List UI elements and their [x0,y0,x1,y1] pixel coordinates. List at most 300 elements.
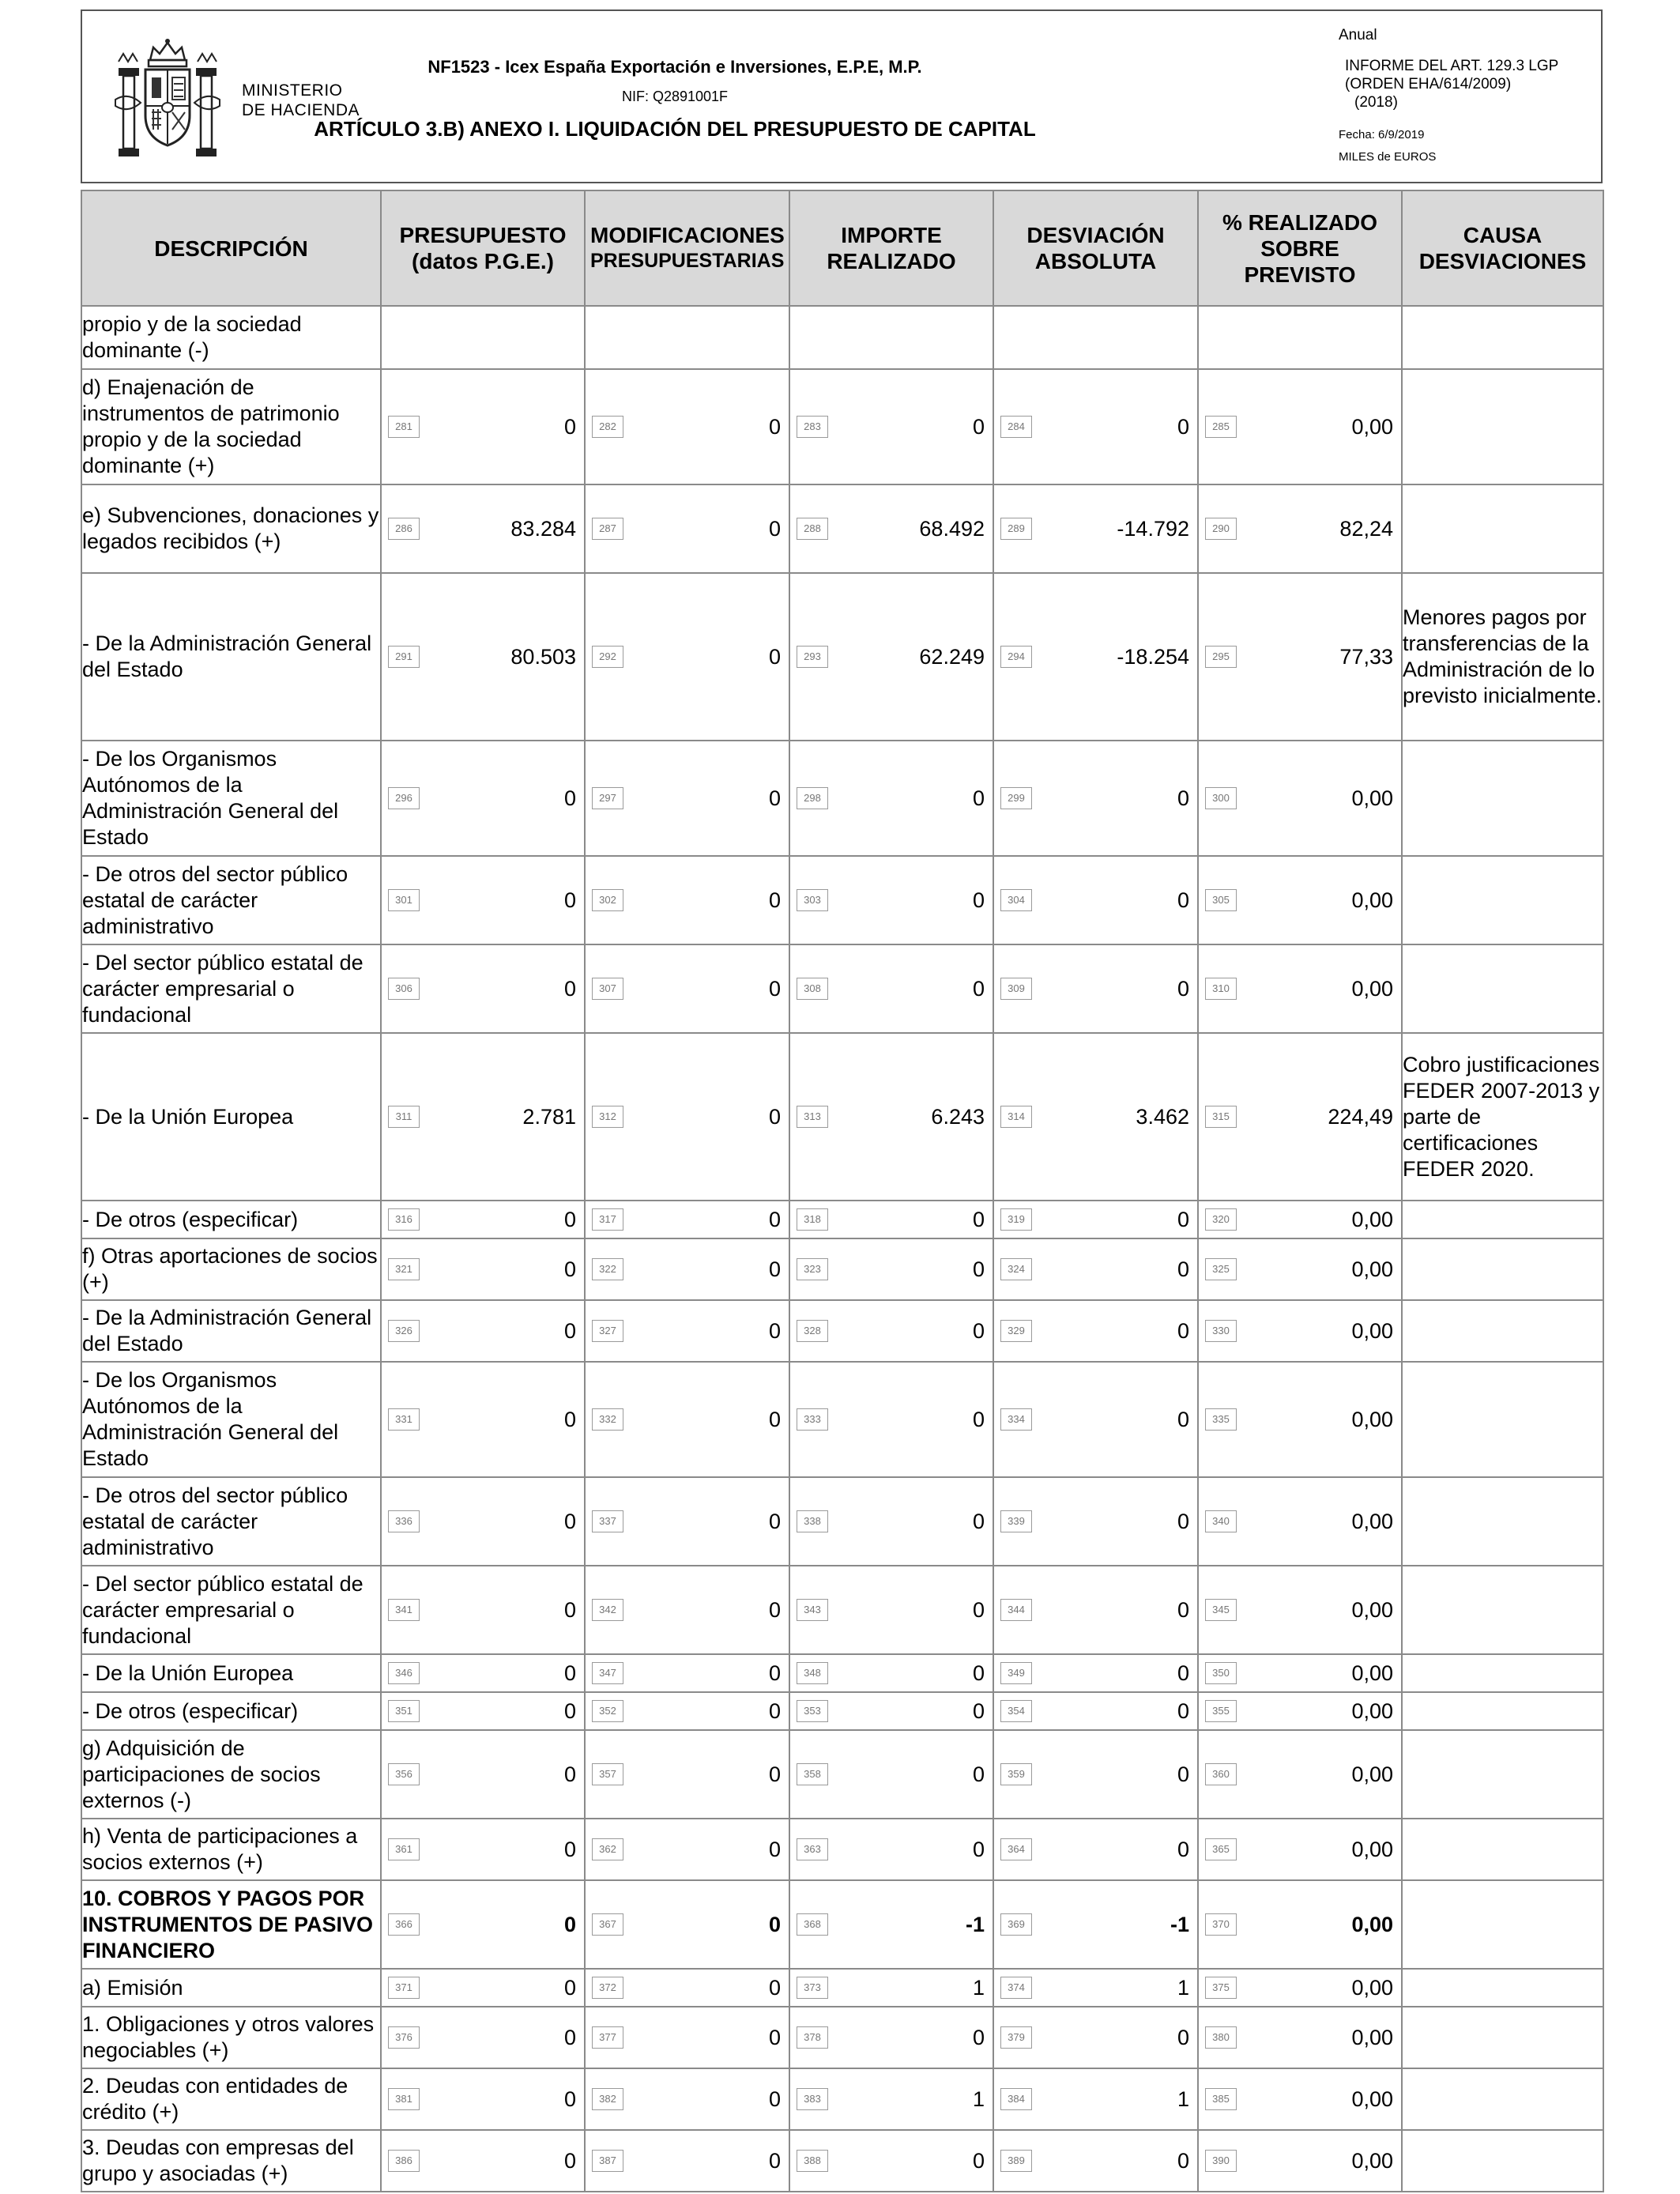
cell-value: 0,00 [1351,1912,1393,1936]
entity-name: NF1523 - Icex España Exportación e Inversiones, E.P.E, M.P. [428,57,922,77]
cell-presupuesto [381,484,585,573]
field-code-box: 355 [1205,1700,1237,1722]
field-code-box: 381 [388,2088,420,2110]
cell-causa-desviacion [1402,306,1603,369]
cell-value: 0,00 [1351,2087,1393,2111]
cell-value: 0 [1177,1207,1189,1231]
col-header-importe: IMPORTE REALIZADO [789,190,993,306]
row-description: - De la Administración General del Estado [81,1300,381,1362]
cell-value: 0 [563,1837,576,1861]
cell-modificaciones [585,1362,789,1477]
field-code-box: 322 [592,1258,623,1280]
field-code-box: 321 [388,1258,420,1280]
table-row [81,1201,1603,1238]
field-code-box: 286 [388,518,420,540]
cell-value: 0 [972,1257,985,1281]
field-code-box: 288 [797,518,828,540]
cell-desviacion [993,484,1198,573]
cell-value: 0 [768,1698,781,1723]
cell-modificaciones [585,1819,789,1880]
cell-desviacion [993,1566,1198,1654]
cell-modificaciones [585,2068,789,2130]
cell-porcentaje [1198,1819,1402,1880]
field-code-box: 331 [388,1408,420,1431]
cell-value: 0 [768,2025,781,2049]
cell-importe [789,1880,993,1969]
row-description: g) Adquisición de participaciones de socios externos (-) [81,1730,381,1819]
table-row [81,1880,1603,1969]
field-code-box: 344 [1000,1599,1032,1621]
cell-importe [789,573,993,741]
row-description: - De la Administración General del Estado [81,573,381,741]
cell-value: 0 [563,1661,576,1685]
budget-table [81,190,1604,2192]
field-code-box: 374 [1000,1977,1032,1999]
field-code-box: 364 [1000,1838,1032,1860]
field-code-box: 330 [1205,1320,1237,1342]
cell-porcentaje [1198,1730,1402,1819]
cell-modificaciones [585,1692,789,1730]
table-body [81,306,1603,2192]
cell-causa-desviacion [1402,369,1603,484]
cell-value: 0 [768,1762,781,1786]
field-code-box: 346 [388,1662,420,1684]
field-code-box: 281 [388,416,420,438]
report-header [81,9,1603,183]
field-code-box: 309 [1000,978,1032,1000]
cell-modificaciones [585,369,789,484]
cell-modificaciones [585,944,789,1033]
field-code-box: 298 [797,787,828,809]
cell-value: 0 [972,1661,985,1685]
field-code-box: 300 [1205,787,1237,809]
cell-modificaciones [585,1654,789,1692]
cell-value: 0 [563,1912,576,1936]
period-label: Anual [1339,27,1377,43]
table-row [81,2068,1603,2130]
cell-desviacion [993,306,1198,369]
cell-value: 0 [563,2087,576,2111]
table-header-row [81,190,1603,306]
cell-value: 0 [768,1407,781,1431]
units-label: MILES de EUROS [1339,150,1437,164]
cell-value: 0 [563,888,576,912]
table-row [81,944,1603,1033]
cell-porcentaje [1198,856,1402,944]
table-row [81,484,1603,573]
field-code-box: 379 [1000,2026,1032,2049]
field-code-box: 377 [592,2026,623,2049]
cell-value: 0,00 [1351,1597,1393,1622]
cell-value: 0,00 [1351,888,1393,912]
cell-presupuesto [381,1692,585,1730]
field-code-box: 382 [592,2088,623,2110]
cell-value: 0,00 [1351,1207,1393,1231]
cell-value: 0 [1177,2025,1189,2049]
cell-value: 0 [768,516,781,541]
cell-desviacion [993,1654,1198,1692]
field-code-box: 357 [592,1763,623,1785]
cell-value: 0 [972,1407,985,1431]
table-row [81,1692,1603,1730]
cell-value: 0 [1177,976,1189,1001]
cell-causa-desviacion: Menores pagos por transferencias de la Administración de lo previsto inicialmente. [1402,573,1603,741]
cell-value: 0,00 [1351,1407,1393,1431]
cell-presupuesto [381,573,585,741]
field-code-box: 323 [797,1258,828,1280]
cell-causa-desviacion [1402,1654,1603,1692]
row-description: e) Subvenciones, donaciones y legados recibidos (+) [81,484,381,573]
cell-presupuesto [381,1654,585,1692]
cell-causa-desviacion [1402,1362,1603,1477]
field-code-box: 308 [797,978,828,1000]
cell-desviacion [993,1300,1198,1362]
cell-desviacion [993,1201,1198,1238]
cell-presupuesto [381,856,585,944]
cell-value: 0 [563,1698,576,1723]
field-code-box: 352 [592,1700,623,1722]
cell-value: 0 [563,2148,576,2173]
cell-value: 0 [972,888,985,912]
field-code-box: 301 [388,889,420,911]
cell-causa-desviacion [1402,1880,1603,1969]
field-code-box: 289 [1000,518,1032,540]
cell-value: 0 [1177,414,1189,439]
cell-modificaciones [585,1969,789,2007]
field-code-box: 348 [797,1662,828,1684]
cell-value: -1 [965,1912,985,1936]
cell-importe [789,1033,993,1201]
table-row [81,1300,1603,1362]
cell-value: 0 [1177,1597,1189,1622]
row-description: h) Venta de participaciones a socios externos (+) [81,1819,381,1880]
cell-causa-desviacion [1402,1969,1603,2007]
cell-presupuesto [381,741,585,856]
cell-modificaciones [585,484,789,573]
field-code-box: 310 [1205,978,1237,1000]
field-code-box: 316 [388,1208,420,1231]
cell-value: 83.284 [510,516,576,541]
field-code-box: 340 [1205,1510,1237,1532]
field-code-box: 318 [797,1208,828,1231]
cell-porcentaje [1198,484,1402,573]
cell-importe [789,1300,993,1362]
cell-desviacion [993,1238,1198,1300]
field-code-box: 333 [797,1408,828,1431]
cell-value: 0 [972,1509,985,1533]
cell-value: 0 [972,2025,985,2049]
cell-value: 0,00 [1351,786,1393,810]
field-code-box: 336 [388,1510,420,1532]
ministry-line-1: MINISTERIO [242,81,343,100]
field-code-box: 335 [1205,1408,1237,1431]
field-code-box: 291 [388,646,420,668]
field-code-box: 332 [592,1408,623,1431]
cell-modificaciones [585,1477,789,1566]
field-code-box: 283 [797,416,828,438]
field-code-box: 334 [1000,1408,1032,1431]
field-code-box: 369 [1000,1913,1032,1936]
row-description: a) Emisión [81,1969,381,2007]
cell-value: 0 [972,1597,985,1622]
col-header-desviacion: DESVIACIÓN ABSOLUTA [993,190,1198,306]
cell-value: 0,00 [1351,1661,1393,1685]
table-row [81,2130,1603,2192]
cell-presupuesto [381,1362,585,1477]
cell-value: 0,00 [1351,414,1393,439]
cell-value: 0 [972,1318,985,1343]
cell-value: 0 [1177,1318,1189,1343]
cell-desviacion [993,2007,1198,2068]
cell-presupuesto [381,1880,585,1969]
cell-modificaciones [585,2130,789,2192]
cell-causa-desviacion [1402,856,1603,944]
cell-desviacion [993,1819,1198,1880]
cell-causa-desviacion [1402,741,1603,856]
field-code-box: 320 [1205,1208,1237,1231]
cell-causa-desviacion [1402,1692,1603,1730]
cell-porcentaje [1198,1477,1402,1566]
cell-value: 0,00 [1351,976,1393,1001]
cell-causa-desviacion [1402,1819,1603,1880]
cell-causa-desviacion [1402,1477,1603,1566]
report-line-1: INFORME DEL ART. 129.3 LGP [1345,58,1559,74]
field-code-box: 292 [592,646,623,668]
field-code-box: 324 [1000,1258,1032,1280]
cell-value: 1 [972,2087,985,2111]
cell-modificaciones [585,1300,789,1362]
field-code-box: 311 [388,1106,420,1128]
cell-porcentaje [1198,741,1402,856]
field-code-box: 361 [388,1838,420,1860]
field-code-box: 390 [1205,2150,1237,2172]
cell-value: 0 [768,1837,781,1861]
cell-value: 82,24 [1339,516,1393,541]
cell-porcentaje [1198,2130,1402,2192]
field-code-box: 337 [592,1510,623,1532]
entity-nif: NIF: Q2891001F [621,89,729,104]
field-code-box: 350 [1205,1662,1237,1684]
cell-importe [789,1969,993,2007]
field-code-box: 339 [1000,1510,1032,1532]
cell-desviacion [993,573,1198,741]
table-row [81,2007,1603,2068]
cell-causa-desviacion [1402,1730,1603,1819]
cell-value: 0 [563,786,576,810]
field-code-box: 356 [388,1763,420,1785]
cell-importe [789,1238,993,1300]
cell-causa-desviacion [1402,2068,1603,2130]
cell-importe [789,741,993,856]
cell-desviacion [993,369,1198,484]
row-description: - De los Organismos Autónomos de la Administración General del Estado [81,741,381,856]
cell-importe [789,1692,993,1730]
cell-presupuesto [381,1201,585,1238]
field-code-box: 297 [592,787,623,809]
field-code-box: 375 [1205,1977,1237,1999]
col-header-porcentaje: % REALIZADO SOBRE PREVISTO [1198,190,1402,306]
row-description: - De otros (especificar) [81,1692,381,1730]
table-row [81,1654,1603,1692]
cell-presupuesto [381,1033,585,1201]
cell-presupuesto [381,944,585,1033]
cell-value: 77,33 [1339,644,1393,669]
cell-value: 0,00 [1351,1257,1393,1281]
cell-presupuesto [381,1730,585,1819]
field-code-box: 325 [1205,1258,1237,1280]
cell-value: 0 [768,1912,781,1936]
field-code-box: 376 [388,2026,420,2049]
cell-value: 0 [768,1318,781,1343]
cell-causa-desviacion [1402,944,1603,1033]
document-title: ARTÍCULO 3.B) ANEXO I. LIQUIDACIÓN DEL PRESUPUESTO DE CAPITAL [314,117,1036,141]
cell-value: 0,00 [1351,1837,1393,1861]
table-row [81,1238,1603,1300]
cell-presupuesto [381,1477,585,1566]
field-code-box: 387 [592,2150,623,2172]
cell-presupuesto [381,1300,585,1362]
cell-value: 0 [1177,1762,1189,1786]
cell-modificaciones [585,2007,789,2068]
cell-modificaciones [585,1201,789,1238]
cell-presupuesto [381,2068,585,2130]
cell-importe [789,1819,993,1880]
cell-value: 0 [768,1661,781,1685]
field-code-box: 363 [797,1838,828,1860]
cell-value: 0,00 [1351,1975,1393,2000]
cell-value: 0 [768,414,781,439]
cell-modificaciones [585,1033,789,1201]
cell-value: 68.492 [919,516,985,541]
row-description: - Del sector público estatal de carácter empresarial o fundacional [81,944,381,1033]
field-code-box: 385 [1205,2088,1237,2110]
cell-value: 0 [1177,786,1189,810]
cell-value: 6.243 [931,1104,985,1129]
cell-value: 80.503 [510,644,576,669]
report-line-3: (2018) [1354,94,1398,111]
table-row [81,306,1603,369]
cell-porcentaje [1198,369,1402,484]
row-description: - De la Unión Europea [81,1033,381,1201]
field-code-box: 386 [388,2150,420,2172]
cell-value: 0 [972,414,985,439]
cell-value: 0 [768,1257,781,1281]
field-code-box: 282 [592,416,623,438]
cell-desviacion [993,741,1198,856]
field-code-box: 296 [388,787,420,809]
cell-porcentaje [1198,1880,1402,1969]
row-description: - De la Unión Europea [81,1654,381,1692]
cell-value: 0 [563,1407,576,1431]
field-code-box: 373 [797,1977,828,1999]
cell-modificaciones [585,306,789,369]
field-code-box: 349 [1000,1662,1032,1684]
ministry-line-2: DE HACIENDA [242,101,360,119]
field-code-box: 299 [1000,787,1032,809]
field-code-box: 305 [1205,889,1237,911]
cell-desviacion [993,944,1198,1033]
col-header-presupuesto: PRESUPUESTO (datos P.G.E.) [381,190,585,306]
cell-value: 0 [768,1104,781,1129]
cell-value: 0 [972,976,985,1001]
cell-porcentaje [1198,1566,1402,1654]
cell-value: 0 [563,1762,576,1786]
field-code-box: 290 [1205,518,1237,540]
cell-importe [789,856,993,944]
table-row [81,1566,1603,1654]
cell-presupuesto [381,2130,585,2192]
report-reference [1345,57,1598,111]
field-code-box: 317 [592,1208,623,1231]
cell-porcentaje [1198,2068,1402,2130]
row-description: - De otros del sector público estatal de carácter administrativo [81,856,381,944]
table-row [81,1969,1603,2007]
field-code-box: 295 [1205,646,1237,668]
field-code-box: 388 [797,2150,828,2172]
field-code-box: 389 [1000,2150,1032,2172]
cell-desviacion [993,1692,1198,1730]
cell-porcentaje [1198,1300,1402,1362]
cell-porcentaje [1198,944,1402,1033]
cell-value: 0 [563,1318,576,1343]
table-row [81,1730,1603,1819]
cell-causa-desviacion [1402,2007,1603,2068]
cell-desviacion [993,1880,1198,1969]
cell-value: 2.781 [522,1104,576,1129]
field-code-box: 285 [1205,416,1237,438]
cell-presupuesto [381,1969,585,2007]
field-code-box: 306 [388,978,420,1000]
cell-causa-desviacion: Cobro justificaciones FEDER 2007-2013 y parte de certificaciones FEDER 2020. [1402,1033,1603,1201]
cell-value: 0,00 [1351,1509,1393,1533]
cell-importe [789,2068,993,2130]
cell-value: 0 [1177,1407,1189,1431]
field-code-box: 304 [1000,889,1032,911]
cell-value: 0 [972,1762,985,1786]
cell-presupuesto [381,1238,585,1300]
field-code-box: 359 [1000,1763,1032,1785]
field-code-box: 345 [1205,1599,1237,1621]
table-row [81,369,1603,484]
cell-value: 0 [972,2148,985,2173]
field-code-box: 326 [388,1320,420,1342]
cell-porcentaje [1198,1362,1402,1477]
field-code-box: 338 [797,1510,828,1532]
cell-presupuesto [381,369,585,484]
cell-value: 1 [972,1975,985,2000]
table-row [81,573,1603,741]
cell-value: 0 [768,2148,781,2173]
cell-modificaciones [585,741,789,856]
cell-value: 0 [1177,1509,1189,1533]
cell-value: 0 [768,976,781,1001]
cell-importe [789,1566,993,1654]
field-code-box: 372 [592,1977,623,1999]
report-line-2: (ORDEN EHA/614/2009) [1345,76,1512,92]
cell-desviacion [993,1730,1198,1819]
field-code-box: 329 [1000,1320,1032,1342]
cell-value: 0 [563,1975,576,2000]
cell-value: 3.462 [1136,1104,1189,1129]
cell-value: 0 [563,1207,576,1231]
cell-importe [789,484,993,573]
field-code-box: 366 [388,1913,420,1936]
field-code-box: 380 [1205,2026,1237,2049]
cell-value: 0 [563,1257,576,1281]
cell-value: 0 [1177,1698,1189,1723]
field-code-box: 328 [797,1320,828,1342]
field-code-box: 371 [388,1977,420,1999]
